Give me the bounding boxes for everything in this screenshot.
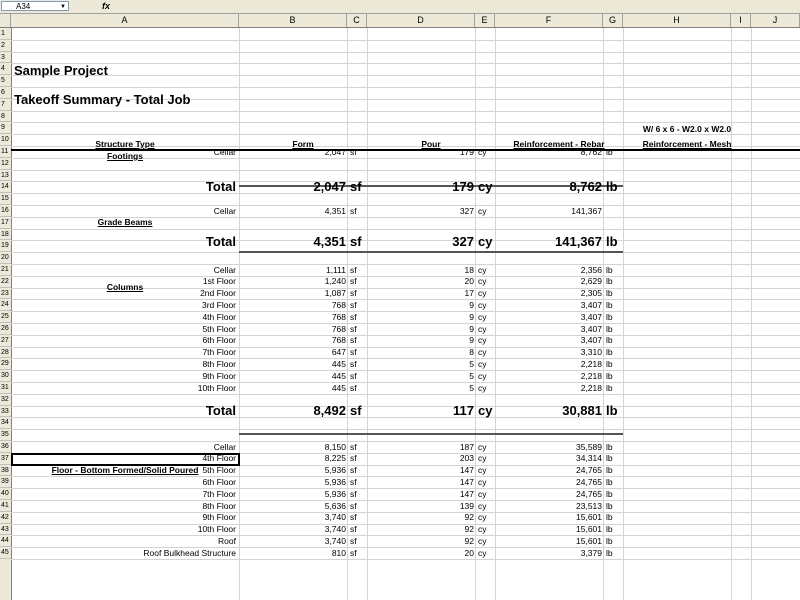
pour-unit: cy xyxy=(478,382,487,393)
name-box[interactable] xyxy=(1,1,69,11)
total-rebar: 141,367 xyxy=(555,233,602,249)
total-form: 8,492 xyxy=(313,403,346,419)
rebar-unit: lb xyxy=(606,323,613,334)
form-unit: sf xyxy=(350,358,357,369)
row-label: Cellar xyxy=(213,205,236,216)
header-structure-type: Structure Type xyxy=(95,139,155,149)
pour-value: 5 xyxy=(469,370,474,381)
total-rebar-unit: lb xyxy=(606,403,618,419)
row-header[interactable]: 9 xyxy=(0,122,11,134)
row-header[interactable]: 2 xyxy=(0,40,11,52)
rebar-value: 3,407 xyxy=(580,335,602,346)
pour-unit: cy xyxy=(478,453,487,464)
name-box-value: A34 xyxy=(16,2,31,11)
row-header[interactable]: 24 xyxy=(0,299,11,311)
row-header[interactable]: 5 xyxy=(0,75,11,87)
rebar-unit xyxy=(606,206,622,217)
rebar-value: 8,762 xyxy=(580,146,602,157)
row-label: Cellar xyxy=(213,441,236,452)
total-pour: 327 xyxy=(452,233,474,249)
row-header[interactable]: 18 xyxy=(0,229,11,241)
total-pour-unit: cy xyxy=(478,233,493,249)
select-all-corner[interactable] xyxy=(0,14,11,27)
pour-unit: cy xyxy=(478,476,487,487)
row-header[interactable]: 38 xyxy=(0,465,11,477)
pour-unit: cy xyxy=(478,335,487,346)
row-label: 5th Floor xyxy=(202,465,236,476)
rebar-unit: lb xyxy=(606,146,613,157)
rebar-unit: lb xyxy=(606,311,613,322)
form-unit: sf xyxy=(350,382,357,393)
rebar-unit: lb xyxy=(606,488,613,499)
total-form-unit: sf xyxy=(350,403,362,419)
row-header[interactable]: 43 xyxy=(0,524,11,536)
row-header[interactable]: 1 xyxy=(0,28,11,40)
row-header[interactable]: 10 xyxy=(0,134,11,146)
total-rebar: 8,762 xyxy=(569,179,602,195)
rebar-value: 24,765 xyxy=(576,465,602,476)
total-label: Total xyxy=(205,179,236,195)
form-value: 3,740 xyxy=(324,524,346,535)
formula-bar xyxy=(0,0,800,14)
pour-unit: cy xyxy=(478,288,487,299)
pour-value: 9 xyxy=(469,335,474,346)
pour-unit: cy xyxy=(478,276,487,287)
row-label: 4th Floor xyxy=(202,311,236,322)
column-header-f[interactable]: F xyxy=(495,14,603,27)
rebar-value: 3,407 xyxy=(580,323,602,334)
rebar-value: 3,407 xyxy=(580,311,602,322)
total-form-unit: sf xyxy=(350,233,362,249)
rebar-value: 24,765 xyxy=(576,476,602,487)
row-label: 7th Floor xyxy=(202,488,236,499)
pour-value: 20 xyxy=(464,276,474,287)
header-form: Form xyxy=(292,139,314,149)
pour-value: 5 xyxy=(469,382,474,393)
column-header-d[interactable]: D xyxy=(367,14,475,27)
pour-value: 9 xyxy=(469,311,474,322)
rebar-value: 2,218 xyxy=(580,358,602,369)
row-label: Cellar xyxy=(213,264,236,275)
pour-value: 5 xyxy=(469,358,474,369)
form-unit: sf xyxy=(350,453,357,464)
pour-value: 92 xyxy=(464,524,474,535)
pour-unit: cy xyxy=(478,299,487,310)
column-header-g[interactable]: G xyxy=(603,14,623,27)
header-mesh: Reinforcement - Mesh xyxy=(642,139,732,149)
pour-unit: cy xyxy=(478,524,487,535)
total-form: 4,351 xyxy=(313,233,346,249)
form-unit: sf xyxy=(350,488,357,499)
row-header[interactable]: 11 xyxy=(0,146,11,158)
row-header[interactable]: 44 xyxy=(0,535,11,547)
pour-unit: cy xyxy=(478,146,487,157)
section-title-columns: Columns xyxy=(106,282,144,292)
rebar-value: 3,407 xyxy=(580,299,602,310)
total-pour: 117 xyxy=(453,403,474,419)
form-value: 5,936 xyxy=(324,488,346,499)
form-value: 5,936 xyxy=(324,476,346,487)
pour-unit: cy xyxy=(478,441,487,452)
form-value: 1,240 xyxy=(324,276,346,287)
pour-value: 18 xyxy=(464,264,474,275)
row-header[interactable]: 13 xyxy=(0,170,11,182)
pour-value: 9 xyxy=(469,299,474,310)
form-value: 445 xyxy=(331,358,346,369)
form-unit: sf xyxy=(350,299,357,310)
column-header-a[interactable]: A xyxy=(11,14,239,27)
form-value: 647 xyxy=(331,347,346,358)
rebar-value: 35,589 xyxy=(576,441,602,452)
row-label: 1st Floor xyxy=(202,276,236,287)
row-header[interactable]: 26 xyxy=(0,323,11,335)
pour-value: 203 xyxy=(459,453,474,464)
row-header[interactable]: 12 xyxy=(0,158,11,170)
pour-unit: cy xyxy=(478,512,487,523)
pour-unit: cy xyxy=(478,264,487,275)
pour-value: 147 xyxy=(459,488,474,499)
rebar-unit: lb xyxy=(606,453,613,464)
row-label: 3rd Floor xyxy=(201,299,236,310)
row-header[interactable]: 21 xyxy=(0,264,11,276)
rebar-value: 3,379 xyxy=(580,547,602,558)
form-unit: sf xyxy=(350,146,357,157)
row-label: 7th Floor xyxy=(202,347,236,358)
pour-unit: cy xyxy=(478,547,487,558)
rebar-value: 3,310 xyxy=(580,347,602,358)
form-value: 5,936 xyxy=(324,465,346,476)
row-header[interactable]: 4 xyxy=(0,63,11,75)
pour-value: 327 xyxy=(459,205,474,216)
rebar-unit: lb xyxy=(606,335,613,346)
rebar-unit: lb xyxy=(606,512,613,523)
row-label: 10th Floor xyxy=(197,382,236,393)
form-unit: sf xyxy=(350,335,357,346)
pour-unit: cy xyxy=(478,205,487,216)
form-unit: sf xyxy=(350,264,357,275)
form-unit: sf xyxy=(350,524,357,535)
form-value: 3,740 xyxy=(324,512,346,523)
row-header[interactable]: 41 xyxy=(0,500,11,512)
column-header-e[interactable]: E xyxy=(475,14,495,27)
row-label: 9th Floor xyxy=(202,370,236,381)
grade-beams-total-rule xyxy=(239,251,623,253)
row-label: 6th Floor xyxy=(202,476,236,487)
rebar-unit: lb xyxy=(606,547,613,558)
row-header[interactable]: 23 xyxy=(0,288,11,300)
row-label: 6th Floor xyxy=(202,335,236,346)
rebar-value: 2,218 xyxy=(580,382,602,393)
form-value: 445 xyxy=(331,370,346,381)
pour-value: 179 xyxy=(459,146,474,157)
total-form-unit: sf xyxy=(350,179,362,195)
form-unit: sf xyxy=(350,347,357,358)
pour-value: 20 xyxy=(464,547,474,558)
worksheet-grid[interactable] xyxy=(11,28,800,600)
header-pour: Pour xyxy=(421,139,441,149)
form-value: 768 xyxy=(331,311,346,322)
total-rebar-unit: lb xyxy=(606,179,618,195)
row-header[interactable]: 16 xyxy=(0,205,11,217)
rebar-value: 141,367 xyxy=(571,205,602,216)
row-header[interactable]: 20 xyxy=(0,252,11,264)
row-header[interactable]: 37 xyxy=(0,453,11,465)
form-value: 1,111 xyxy=(325,264,346,275)
pour-unit: cy xyxy=(478,465,487,476)
rebar-value: 24,765 xyxy=(576,488,602,499)
pour-value: 92 xyxy=(464,535,474,546)
form-value: 5,636 xyxy=(324,500,346,511)
column-header-i[interactable]: I xyxy=(731,14,751,27)
form-value: 768 xyxy=(331,335,346,346)
row-header[interactable]: 22 xyxy=(0,276,11,288)
row-header[interactable]: 31 xyxy=(0,382,11,394)
row-header[interactable]: 33 xyxy=(0,406,11,418)
form-unit: sf xyxy=(350,276,357,287)
form-value: 4,351 xyxy=(324,205,346,216)
form-unit: sf xyxy=(350,323,357,334)
pour-unit: cy xyxy=(478,311,487,322)
row-header[interactable]: 17 xyxy=(0,217,11,229)
total-rebar: 30,881 xyxy=(562,403,602,419)
row-label: Roof Bulkhead Structure xyxy=(143,547,236,558)
pour-unit: cy xyxy=(478,323,487,334)
rebar-value: 2,218 xyxy=(580,370,602,381)
total-pour-unit: cy xyxy=(478,179,493,195)
form-value: 8,225 xyxy=(324,453,346,464)
row-header[interactable]: 34 xyxy=(0,417,11,429)
rebar-value: 2,305 xyxy=(580,288,602,299)
row-label: Roof xyxy=(218,535,236,546)
rebar-value: 23,513 xyxy=(576,500,602,511)
row-label: 8th Floor xyxy=(202,500,236,511)
pour-unit: cy xyxy=(478,347,487,358)
row-header[interactable]: 42 xyxy=(0,512,11,524)
header-rebar: Reinforcement - Rebar xyxy=(513,139,605,149)
row-header[interactable]: 14 xyxy=(0,181,11,193)
total-pour-unit: cy xyxy=(478,403,493,419)
pour-value: 147 xyxy=(459,465,474,476)
form-unit: sf xyxy=(350,205,357,216)
pour-value: 92 xyxy=(464,512,474,523)
rebar-unit: lb xyxy=(606,476,613,487)
row-label: 4th Floor xyxy=(202,453,236,464)
row-label: 2nd Floor xyxy=(200,288,236,299)
mesh-spec: W/ 6 x 6 - W2.0 x W2.0 xyxy=(642,124,732,134)
form-unit: sf xyxy=(350,370,357,381)
form-value: 3,740 xyxy=(324,535,346,546)
rebar-value: 15,601 xyxy=(576,524,602,535)
project-title: Sample Project xyxy=(14,63,108,78)
rebar-unit: lb xyxy=(606,370,613,381)
form-unit: sf xyxy=(350,500,357,511)
function-icon[interactable]: fx xyxy=(102,1,111,11)
row-header[interactable]: 8 xyxy=(0,111,11,123)
total-rebar-unit: lb xyxy=(606,233,618,249)
row-label: 8th Floor xyxy=(202,358,236,369)
row-header[interactable]: 45 xyxy=(0,547,11,559)
form-unit: sf xyxy=(350,288,357,299)
row-header[interactable]: 3 xyxy=(0,52,11,64)
form-unit: sf xyxy=(350,547,357,558)
rebar-value: 15,601 xyxy=(576,512,602,523)
total-form: 2,047 xyxy=(313,179,346,195)
form-value: 768 xyxy=(331,323,346,334)
rebar-unit: lb xyxy=(606,382,613,393)
rebar-unit: lb xyxy=(606,288,613,299)
pour-value: 9 xyxy=(469,323,474,334)
rebar-value: 2,629 xyxy=(580,276,602,287)
column-header-c[interactable]: C xyxy=(347,14,367,27)
form-unit: sf xyxy=(350,476,357,487)
row-header[interactable]: 40 xyxy=(0,488,11,500)
rebar-unit: lb xyxy=(606,441,613,452)
row-header[interactable]: 39 xyxy=(0,476,11,488)
row-label: 10th Floor xyxy=(197,524,236,535)
row-header[interactable]: 35 xyxy=(0,429,11,441)
columns-total-rule xyxy=(239,433,623,435)
pour-value: 8 xyxy=(469,347,474,358)
row-header[interactable]: 28 xyxy=(0,347,11,359)
total-label: Total xyxy=(205,403,236,419)
row-header[interactable]: 6 xyxy=(0,87,11,99)
name-box-dropdown-icon[interactable]: ▼ xyxy=(60,4,66,10)
rebar-unit: lb xyxy=(606,276,613,287)
form-value: 8,150 xyxy=(324,441,346,452)
row-header[interactable]: 30 xyxy=(0,370,11,382)
row-header[interactable]: 15 xyxy=(0,193,11,205)
form-value: 810 xyxy=(331,547,346,558)
section-title-grade-beams: Grade Beams xyxy=(97,217,153,227)
row-header[interactable]: 36 xyxy=(0,441,11,453)
rebar-unit: lb xyxy=(606,264,613,275)
column-headers xyxy=(0,14,800,28)
rebar-unit: lb xyxy=(606,299,613,310)
form-unit: sf xyxy=(350,465,357,476)
pour-value: 17 xyxy=(464,288,474,299)
rebar-value: 15,601 xyxy=(576,535,602,546)
column-header-b[interactable]: B xyxy=(239,14,347,27)
row-header[interactable]: 19 xyxy=(0,240,11,252)
pour-unit: cy xyxy=(478,488,487,499)
row-header[interactable]: 7 xyxy=(0,99,11,111)
summary-title: Takeoff Summary - Total Job xyxy=(14,92,191,107)
rebar-unit: lb xyxy=(606,535,613,546)
form-unit: sf xyxy=(350,512,357,523)
rebar-unit: lb xyxy=(606,347,613,358)
pour-unit: cy xyxy=(478,358,487,369)
row-label: 5th Floor xyxy=(202,323,236,334)
section-title-floor: Floor - Bottom Formed/Solid Poured xyxy=(51,465,199,475)
form-value: 768 xyxy=(331,299,346,310)
form-value: 2,047 xyxy=(324,146,346,157)
section-title-footings: Footings xyxy=(107,151,143,161)
row-header[interactable]: 32 xyxy=(0,394,11,406)
form-value: 1,087 xyxy=(324,288,346,299)
column-header-j[interactable]: J xyxy=(751,14,800,27)
pour-unit: cy xyxy=(478,370,487,381)
form-unit: sf xyxy=(350,311,357,322)
rebar-unit: lb xyxy=(606,524,613,535)
column-header-h[interactable]: H xyxy=(623,14,731,27)
rebar-unit: lb xyxy=(606,500,613,511)
row-label: Cellar xyxy=(213,146,236,157)
total-label: Total xyxy=(205,233,236,249)
form-value: 445 xyxy=(331,382,346,393)
pour-value: 139 xyxy=(459,500,474,511)
row-header[interactable]: 25 xyxy=(0,311,11,323)
row-header[interactable]: 27 xyxy=(0,335,11,347)
total-pour: 179 xyxy=(452,179,474,195)
row-label: 9th Floor xyxy=(202,512,236,523)
form-unit: sf xyxy=(350,535,357,546)
rebar-unit: lb xyxy=(606,465,613,476)
form-unit: sf xyxy=(350,441,357,452)
rebar-value: 2,356 xyxy=(580,264,602,275)
rebar-value: 34,314 xyxy=(576,453,602,464)
pour-value: 147 xyxy=(459,476,474,487)
pour-unit: cy xyxy=(478,500,487,511)
row-header[interactable]: 29 xyxy=(0,358,11,370)
rebar-unit: lb xyxy=(606,358,613,369)
pour-value: 187 xyxy=(459,441,474,452)
pour-unit: cy xyxy=(478,535,487,546)
